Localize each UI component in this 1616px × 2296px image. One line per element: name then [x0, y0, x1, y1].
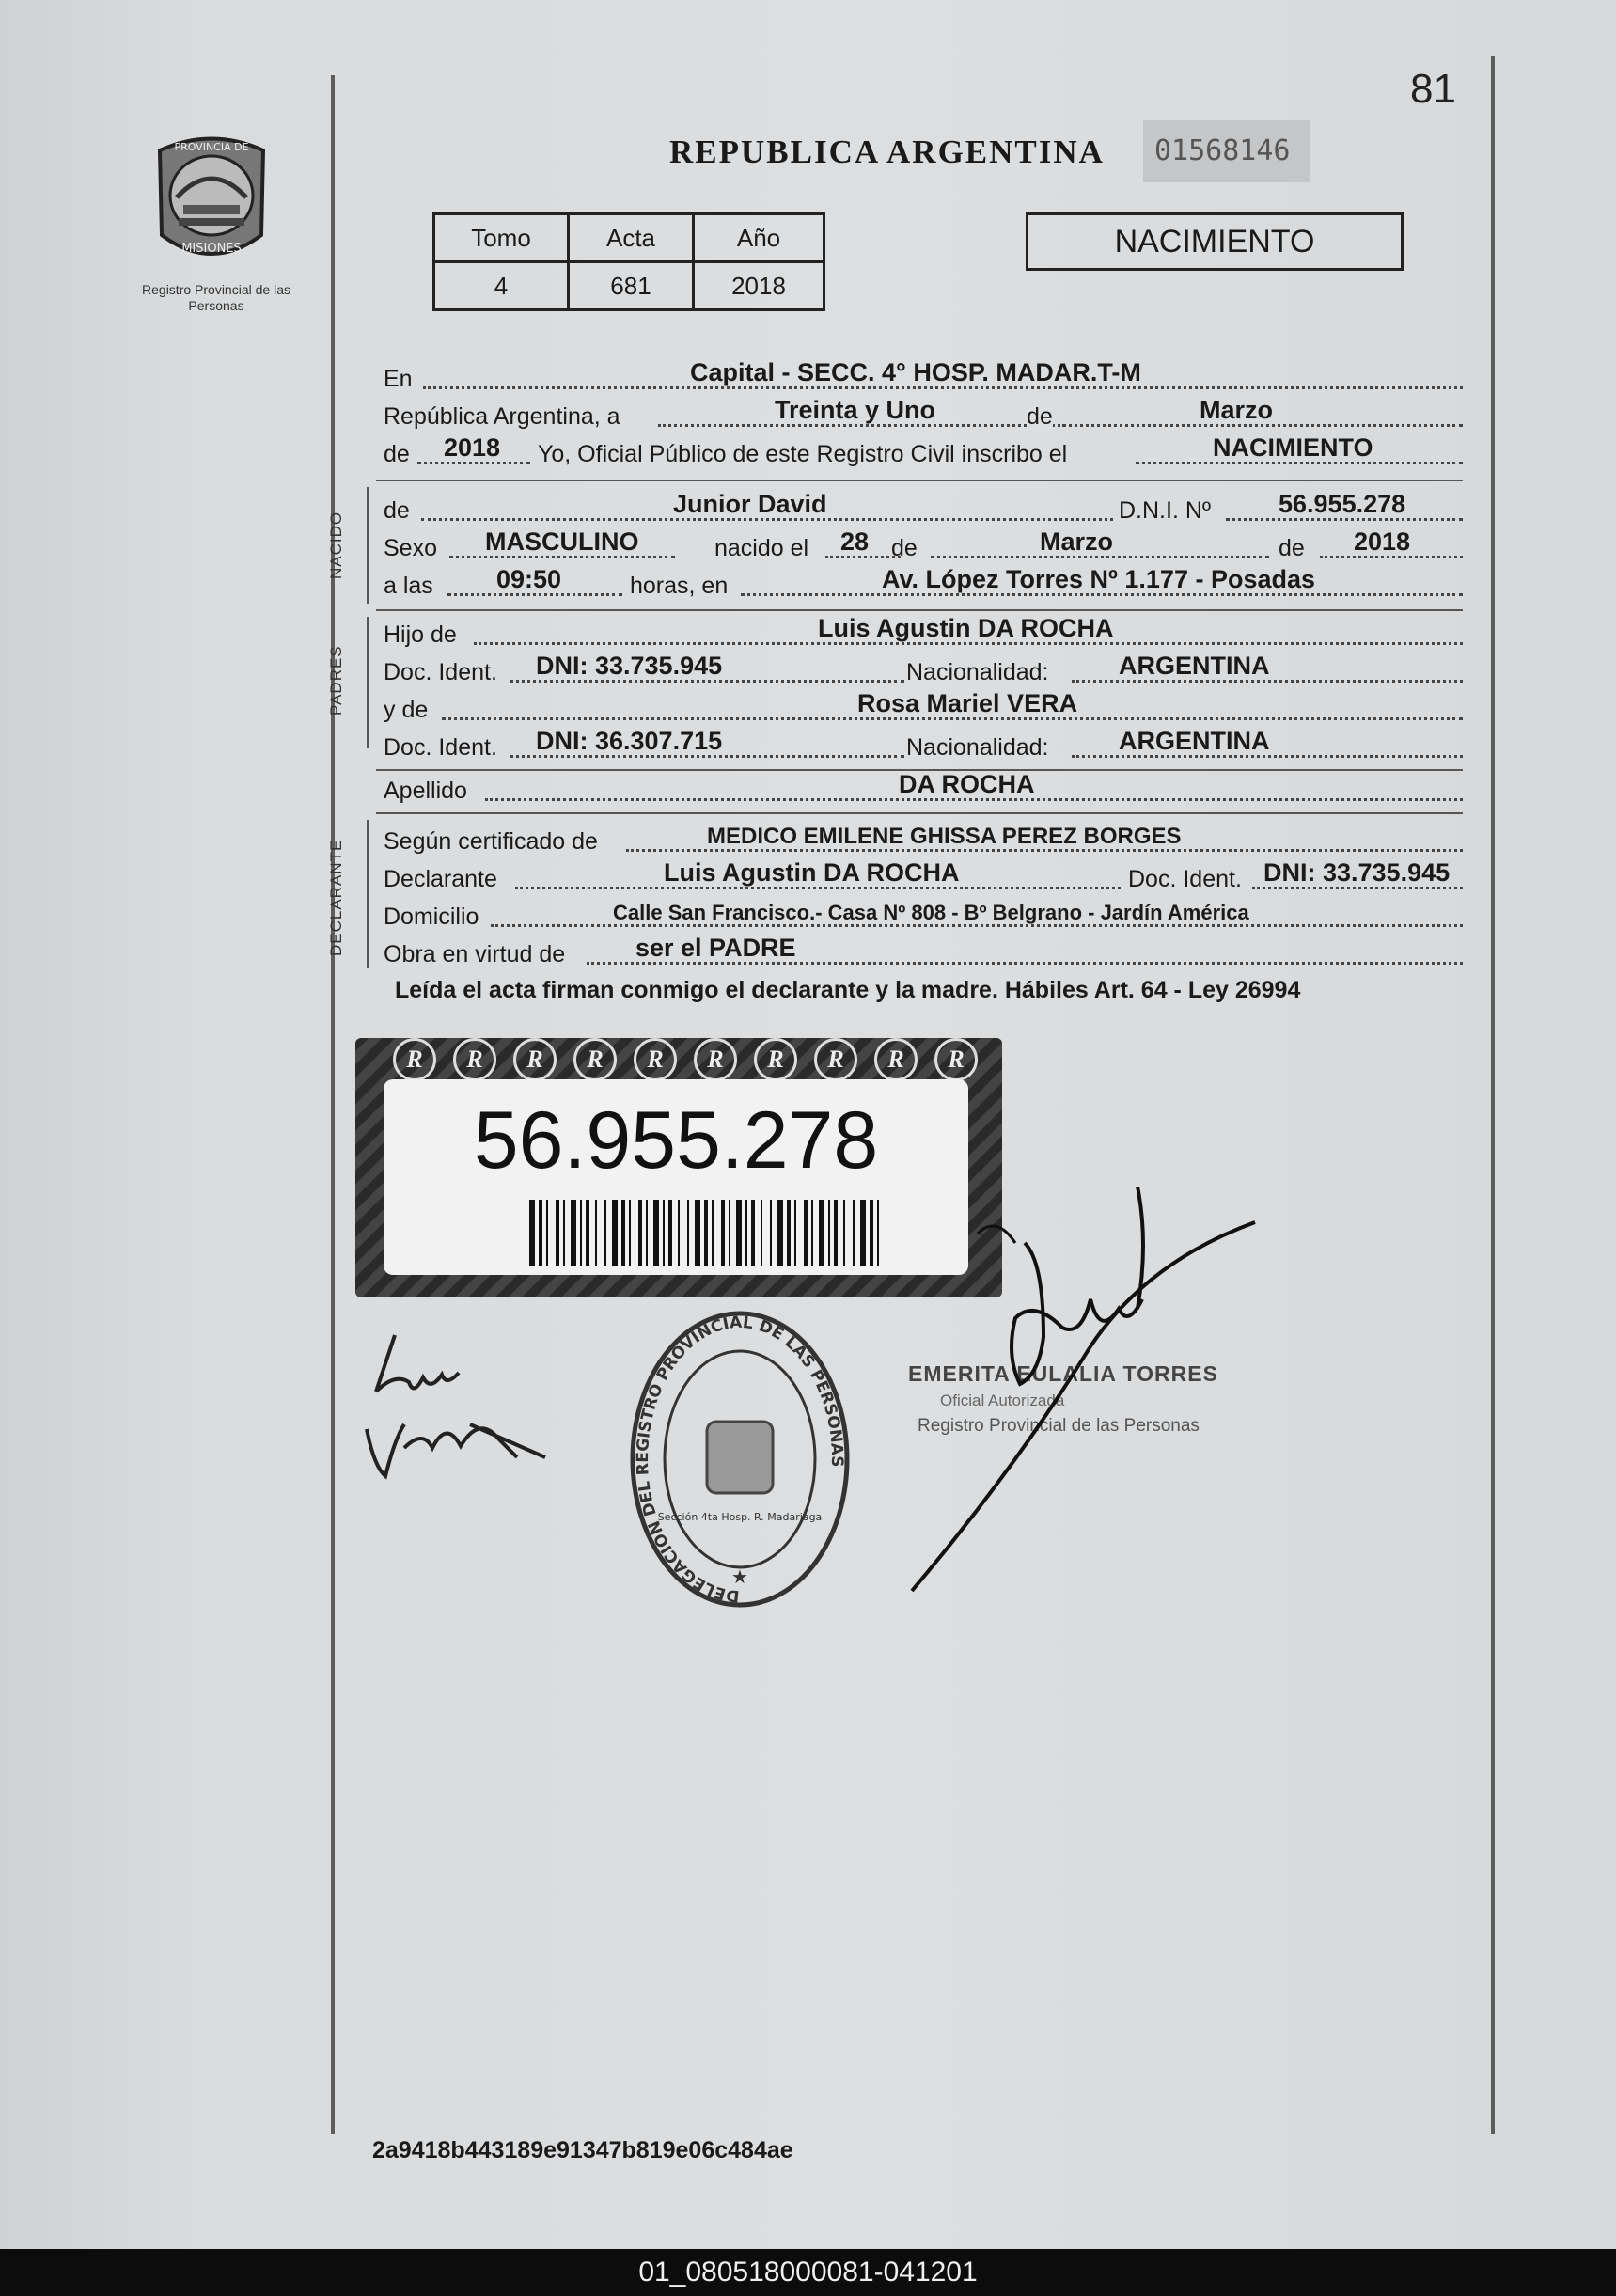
- barcode-bar: [621, 1200, 625, 1266]
- label-doc-ident: Doc. Ident.: [1128, 866, 1242, 892]
- barcode-bar: [663, 1200, 665, 1266]
- scan-file-id: 01_080518000081-041201: [638, 2257, 978, 2288]
- section-bracket: [367, 820, 369, 968]
- row-doc-padre: [384, 651, 1463, 688]
- label-de-nombre: de: [384, 497, 410, 524]
- label-nacionalidad: Nacionalidad:: [906, 734, 1049, 761]
- value-birth-day: 28: [840, 527, 870, 556]
- sticker-mark: R: [573, 1038, 617, 1081]
- barcode-bar: [804, 1200, 808, 1266]
- sticker-mark: R: [754, 1038, 797, 1081]
- value-relation: ser el PADRE: [635, 934, 796, 962]
- label-certificado: Según certificado de: [384, 828, 598, 855]
- document-hash: 2a9418b443189e91347b819e06c484ae: [372, 2137, 793, 2163]
- row-obra: [384, 933, 1463, 970]
- row-hora: [384, 564, 1463, 602]
- row-fecha: [384, 395, 1463, 432]
- label-oficial: Yo, Oficial Público de este Registro Civil inscribo el: [538, 441, 1068, 467]
- label-y-de: y de: [384, 697, 429, 723]
- label-de-year: de: [384, 441, 410, 467]
- officer-signature-icon: [902, 1187, 1260, 1600]
- barcode-bar: [571, 1200, 576, 1266]
- value-child-name: Junior David: [673, 490, 827, 518]
- barcode-bar: [819, 1200, 824, 1266]
- officer-registry: Registro Provincial de las Personas: [918, 1416, 1200, 1436]
- label-a-las: a las: [384, 573, 433, 599]
- barcode-bar: [828, 1200, 830, 1266]
- value-surname: DA ROCHA: [899, 770, 1035, 798]
- value-declarant-doc: DNI: 33.735.945: [1263, 858, 1451, 887]
- sticker-mark: R: [393, 1038, 436, 1081]
- value-mother-nationality: ARGENTINA: [1119, 727, 1270, 755]
- registry-oval-stamp-icon: [628, 1309, 852, 1610]
- barcode-bar: [877, 1200, 879, 1266]
- row-doc-madre: [384, 726, 1463, 763]
- label-doc-ident: Doc. Ident.: [384, 734, 497, 761]
- barcode-bar: [646, 1200, 648, 1266]
- barcode-bar: [721, 1200, 725, 1266]
- provincial-seal-icon: [150, 132, 273, 273]
- value-acto: NACIMIENTO: [1213, 433, 1373, 462]
- section-divider: [376, 812, 1463, 814]
- barcode-bar: [539, 1200, 542, 1266]
- registry-value-tomo: 4: [434, 262, 569, 310]
- label-hijo-de: Hijo de: [384, 621, 457, 648]
- seal-bottom-text: MISIONES: [181, 242, 242, 256]
- barcode-bar: [777, 1200, 783, 1266]
- row-domicilio: [384, 895, 1463, 933]
- value-year: 2018: [444, 433, 501, 462]
- row-en: [384, 357, 1463, 395]
- value-declarant-name: Luis Agustin DA ROCHA: [664, 858, 960, 887]
- section-bracket: [367, 487, 369, 604]
- barcode-bar: [653, 1200, 659, 1266]
- barcode-bar: [794, 1200, 796, 1266]
- value-place: Capital - SECC. 4° HOSP. MADAR.T-M: [690, 358, 1141, 386]
- value-day: Treinta y Uno: [775, 396, 936, 424]
- barcode-bar: [529, 1200, 535, 1266]
- value-birth-place: Av. López Torres Nº 1.177 - Posadas: [882, 565, 1316, 593]
- barcode-bar: [668, 1200, 672, 1266]
- barcode-bar: [695, 1200, 700, 1266]
- barcode-bar: [638, 1200, 642, 1266]
- row-oficial: [384, 432, 1463, 470]
- label-nacido: nacido el: [714, 535, 809, 561]
- left-margin-rule: [331, 75, 335, 2134]
- seal-top-text: PROVINCIA DE: [174, 141, 249, 153]
- sticker-mark: R: [814, 1038, 857, 1081]
- value-birth-time: 09:50: [496, 565, 562, 593]
- label-de: de: [1027, 403, 1053, 430]
- barcode-bar: [787, 1200, 791, 1266]
- section-divider: [376, 480, 1463, 481]
- value-address: Calle San Francisco.- Casa Nº 808 - Bº Belgrano - Jardín América: [613, 901, 1249, 924]
- right-margin-rule: [1491, 56, 1495, 2134]
- barcode-bar: [712, 1200, 714, 1266]
- registry-header-tomo: Tomo: [434, 214, 569, 262]
- barcode-bar: [770, 1200, 772, 1266]
- sticker-mark: R: [874, 1038, 918, 1081]
- value-month: Marzo: [1200, 396, 1274, 424]
- barcode-bar: [604, 1200, 606, 1266]
- officer-name: EMERITA EULALIA TORRES: [908, 1361, 1218, 1386]
- document-title: REPUBLICA ARGENTINA: [669, 134, 1105, 170]
- value-mother-name: Rosa Mariel VERA: [857, 689, 1078, 717]
- label-sexo: Sexo: [384, 535, 437, 561]
- sticker-strip: [355, 1038, 1002, 1079]
- signing-note: Leída el acta firman conmigo el declarante y la madre. Hábiles Art. 64 - Ley 26994: [395, 977, 1301, 1003]
- barcode-bar: [751, 1200, 755, 1266]
- label-doc-ident: Doc. Ident.: [384, 659, 497, 685]
- stamp-inner-text: Sección 4ta Hosp. R. Madariaga: [657, 1511, 823, 1523]
- barcode-bar: [870, 1200, 873, 1266]
- barcode-bar: [704, 1200, 708, 1266]
- barcode-bar: [595, 1200, 597, 1266]
- sticker-mark: R: [513, 1038, 557, 1081]
- label-nacionalidad: Nacionalidad:: [906, 659, 1049, 685]
- officer-title: Oficial Autorizada: [940, 1392, 1065, 1409]
- label-horas-en: horas, en: [630, 573, 729, 599]
- sticker-mark: R: [634, 1038, 677, 1081]
- label-declarante: Declarante: [384, 866, 497, 892]
- barcode-bar: [580, 1200, 582, 1266]
- sticker-mark: R: [453, 1038, 496, 1081]
- row-hijo-de: [384, 613, 1463, 651]
- barcode-bar: [687, 1200, 689, 1266]
- value-father-nationality: ARGENTINA: [1119, 652, 1270, 680]
- barcode-bar: [860, 1200, 866, 1266]
- value-birth-month: Marzo: [1040, 527, 1114, 556]
- label-de-month: de: [891, 535, 918, 561]
- label-apellido: Apellido: [384, 778, 467, 804]
- label-republica: República Argentina, a: [384, 403, 620, 430]
- value-father-doc: DNI: 33.735.945: [536, 652, 723, 680]
- sticker-card: [384, 1079, 968, 1275]
- seal-caption: Registro Provincial de las Personas: [142, 282, 290, 313]
- label-dni: D.N.I. Nº: [1119, 497, 1212, 524]
- registry-value-acta: 681: [569, 262, 694, 310]
- section-label-declarante: DECLARANTE: [327, 839, 345, 957]
- barcode-bar: [612, 1200, 618, 1266]
- section-divider: [376, 609, 1463, 611]
- barcode-bar: [761, 1200, 762, 1266]
- barcode-bar: [629, 1200, 631, 1266]
- serial-number: 01568146: [1143, 120, 1310, 182]
- barcode-bar: [811, 1200, 813, 1266]
- sticker-mark: R: [934, 1038, 978, 1081]
- stamp-star: ★: [731, 1567, 748, 1588]
- section-label-nacido: NACIDO: [327, 511, 345, 580]
- barcode-bar: [556, 1200, 559, 1266]
- barcode-bar: [678, 1200, 680, 1266]
- row-certificado: [384, 820, 1463, 857]
- value-birth-year: 2018: [1354, 527, 1411, 556]
- value-certificate: MEDICO EMILENE GHISSA PEREZ BORGES: [707, 824, 1182, 849]
- barcode-bar: [563, 1200, 565, 1266]
- barcode-icon: [529, 1200, 886, 1266]
- barcode-bar: [745, 1200, 747, 1266]
- row-sexo: [384, 527, 1463, 564]
- row-nombre: [384, 489, 1463, 527]
- label-obra: Obra en virtud de: [384, 941, 566, 967]
- section-bracket: [367, 617, 369, 748]
- barcode-bar: [586, 1200, 589, 1266]
- stamp-ring-text: DELEGACION DEL REGISTRO PROVINCIAL DE LAS PERSONAS: [633, 1313, 847, 1606]
- sticker-dni-number: 56.955.278: [473, 1095, 879, 1186]
- value-sexo: MASCULINO: [485, 527, 639, 556]
- value-mother-doc: DNI: 36.307.715: [536, 727, 723, 755]
- barcode-bar: [834, 1200, 838, 1266]
- barcode-bar: [853, 1200, 855, 1266]
- barcode-bar: [729, 1200, 730, 1266]
- label-en: En: [384, 366, 413, 392]
- label-domicilio: Domicilio: [384, 904, 479, 930]
- label-de-year2: de: [1279, 535, 1305, 561]
- record-type-box: NACIMIENTO: [1026, 212, 1404, 271]
- value-child-dni: 56.955.278: [1279, 490, 1406, 518]
- registry-value-ano: 2018: [694, 262, 824, 310]
- section-label-padres: PADRES: [327, 645, 345, 716]
- barcode-bar: [736, 1200, 742, 1266]
- page-number: 81: [1410, 66, 1456, 112]
- registry-header-ano: Año: [694, 214, 824, 262]
- row-y-de: [384, 688, 1463, 726]
- mother-signature-icon: [357, 1326, 564, 1495]
- sticker-mark: R: [694, 1038, 737, 1081]
- barcode-bar: [546, 1200, 548, 1266]
- barcode-bar: [843, 1200, 845, 1266]
- registry-header-acta: Acta: [569, 214, 694, 262]
- row-apellido: [384, 769, 1463, 807]
- value-father-name: Luis Agustin DA ROCHA: [818, 614, 1114, 642]
- row-declarante: [384, 857, 1463, 895]
- registry-table: [432, 212, 825, 311]
